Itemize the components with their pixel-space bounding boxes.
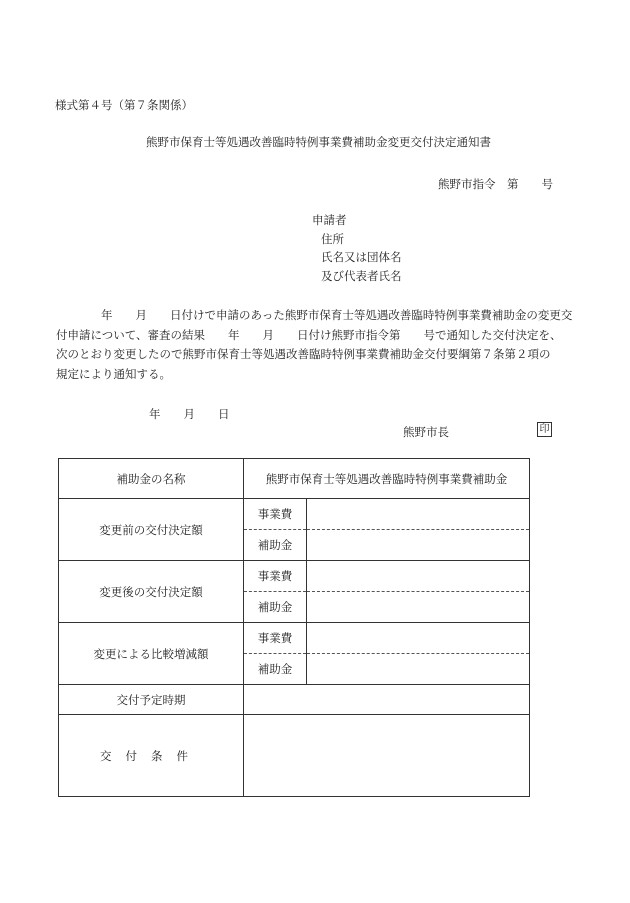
mayor-title: 熊野市長	[403, 425, 449, 439]
schedule-label: 交付予定時期	[59, 685, 244, 715]
diff-project-cost-value[interactable]	[307, 623, 530, 654]
subsidy-name-value: 熊野市保育士等処遇改善臨時特例事業費補助金	[244, 459, 530, 499]
table-row	[59, 561, 530, 592]
table-row	[59, 685, 530, 715]
after-subsidy-label: 補助金	[244, 592, 307, 623]
diff-subsidy-label: 補助金	[244, 654, 307, 685]
table-row	[59, 499, 530, 530]
body-line-1: 年 月 日付けで申請のあった熊野市保育士等処遇改善臨時特例事業費補助金の変更交	[78, 308, 573, 322]
after-project-cost-label: 事業費	[244, 561, 307, 592]
applicant-name-label: 氏名又は団体名	[321, 250, 402, 264]
after-amount-label: 変更後の交付決定額	[59, 561, 244, 623]
table-row	[59, 459, 530, 499]
issue-date: 年 月 日	[149, 407, 230, 421]
before-project-cost-value[interactable]	[307, 499, 530, 530]
applicant-block	[312, 211, 402, 285]
before-subsidy-label: 補助金	[244, 530, 307, 561]
conditions-label: 交付条件	[59, 715, 244, 797]
body-line-2: 付申請について、審査の結果 年 月 日付け熊野市指令第 号で通知した交付決定を、	[56, 327, 562, 342]
table-row	[59, 715, 530, 797]
form-label: 様式第４号（第７条関係）	[55, 98, 193, 112]
after-project-cost-value[interactable]	[307, 561, 530, 592]
difference-amount-label: 変更による比較増減額	[59, 623, 244, 685]
before-subsidy-value[interactable]	[307, 530, 530, 561]
before-project-cost-label: 事業費	[244, 499, 307, 530]
subsidy-table	[58, 458, 530, 797]
schedule-value[interactable]	[244, 685, 530, 715]
table-row	[59, 623, 530, 654]
applicant-heading: 申請者	[312, 213, 347, 227]
body-line-4: 規定により通知する。	[56, 366, 171, 381]
conditions-value[interactable]	[244, 715, 530, 797]
diff-project-cost-label: 事業費	[244, 623, 307, 654]
applicant-representative-label: 及び代表者氏名	[321, 268, 402, 283]
body-line-3: 次のとおり変更したので熊野市保育士等処遇改善臨時特例事業費補助金交付要綱第７条第２項の	[56, 347, 551, 361]
after-subsidy-value[interactable]	[307, 592, 530, 623]
subsidy-name-label: 補助金の名称	[59, 459, 244, 499]
seal-mark: 印	[537, 422, 552, 437]
notice-body	[56, 306, 576, 384]
diff-subsidy-value[interactable]	[307, 654, 530, 685]
applicant-address-label: 住所	[321, 231, 344, 246]
document-title: 熊野市保育士等処遇改善臨時特例事業費補助金変更交付決定通知書	[146, 135, 491, 149]
document-number: 熊野市指令 第 号	[438, 177, 553, 191]
before-amount-label: 変更前の交付決定額	[59, 499, 244, 561]
